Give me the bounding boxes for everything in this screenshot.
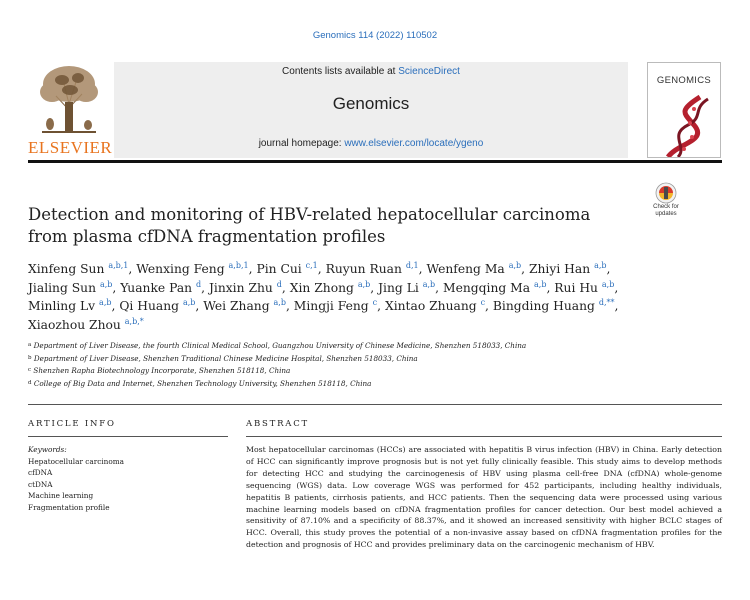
elsevier-logo[interactable] [28, 62, 113, 160]
author-affiliation-marker[interactable]: d [276, 279, 282, 289]
author-affiliation-marker[interactable]: a,b,1 [228, 261, 249, 270]
author-entry [120, 281, 205, 295]
author-affiliation-marker[interactable]: a,b [273, 298, 286, 308]
abstract-heading: ABSTRACT [246, 419, 309, 429]
author-name[interactable]: Jing Li [378, 280, 419, 295]
affiliation-item [28, 353, 628, 366]
author-affiliation-marker[interactable]: a,b,1 [108, 261, 129, 270]
author-name[interactable]: Wei Zhang [203, 299, 270, 314]
affiliation-list [28, 340, 628, 390]
author-affiliation-marker[interactable]: a,b [534, 279, 547, 289]
keyword-item: Machine learning [28, 491, 94, 501]
keywords-block [28, 444, 228, 514]
article-info-divider [28, 436, 228, 437]
author-name[interactable]: Mengqing Ma [443, 280, 531, 295]
author-separator: , [201, 280, 206, 295]
homepage-prefix: journal homepage: [258, 138, 342, 149]
author-affiliation-marker[interactable]: c,1 [305, 261, 318, 270]
author-separator: , [435, 280, 440, 295]
journal-cover[interactable] [647, 62, 721, 158]
author-name[interactable]: Qi Huang [119, 299, 180, 314]
author-entry [294, 299, 381, 313]
author-separator: , [377, 299, 382, 314]
author-entry [136, 262, 252, 276]
author-separator: , [614, 280, 619, 295]
journal-title: Genomics [332, 94, 410, 113]
affiliation-marker: d [28, 379, 32, 386]
crossmark-label [646, 204, 686, 218]
affiliation-marker: b [28, 354, 32, 361]
abstract-divider [246, 436, 722, 437]
author-separator: , [521, 262, 526, 276]
author-affiliation-marker[interactable]: c [372, 298, 378, 308]
author-affiliation-marker[interactable]: a,b [594, 261, 607, 270]
affiliation-marker: c [28, 367, 32, 374]
keyword-item: cfDNA [28, 468, 53, 478]
elsevier-tree-icon [34, 62, 104, 134]
keyword-item: Fragmentation profile [28, 502, 110, 512]
author-entry [326, 262, 423, 276]
affiliation-text: Department of Liver Disease, Shenzhen Traditional Chinese Medicine Hospital, Shenzhen 518033, China [33, 353, 418, 363]
article-title: Detection and monitoring of HBV-related hepatocellular carcinoma from plasma cfDNA fragmentation profiles [28, 205, 591, 246]
contents-prefix: Contents lists available at [282, 66, 396, 77]
author-affiliation-marker[interactable]: a,b [357, 279, 371, 289]
affiliation-item [28, 365, 628, 378]
publisher-name: ELSEVIER [28, 138, 113, 157]
author-entry [28, 262, 132, 276]
author-separator: , [195, 299, 200, 314]
article-info-heading: ARTICLE INFO [28, 419, 116, 429]
author-name[interactable]: Jialing Sun [28, 280, 97, 295]
author-affiliation-marker[interactable]: a,b [182, 298, 196, 308]
affiliation-item [28, 340, 628, 353]
author-name[interactable]: Yuanke Pan [120, 280, 193, 295]
author-name[interactable]: Xin Zhong [289, 280, 354, 295]
author-affiliation-marker[interactable]: a,b [422, 279, 436, 289]
author-entry [28, 281, 116, 295]
author-affiliation-marker[interactable]: a,b [601, 279, 615, 289]
affiliation-marker: a [28, 342, 32, 348]
author-separator: , [281, 280, 286, 295]
author-name[interactable]: Zhiyi Han [528, 262, 591, 276]
header-divider [28, 160, 722, 163]
author-separator: , [606, 262, 611, 276]
crossmark-label-line1: Check for [653, 204, 679, 210]
journal-citation[interactable]: Genomics 114 (2022) 110502 [312, 30, 438, 41]
author-separator: , [317, 262, 322, 276]
keyword-item: Hepatocellular carcinoma [28, 456, 124, 466]
author-entry [290, 281, 374, 295]
keyword-item: ctDNA [28, 479, 53, 489]
author-separator: , [614, 299, 619, 314]
author-affiliation-marker[interactable]: a,b [99, 298, 112, 308]
author-entry [493, 299, 619, 313]
author-entry [378, 281, 439, 295]
crossmark-label-line2: updates [655, 211, 677, 217]
contents-line [114, 66, 628, 77]
crossmark-icon [655, 182, 677, 204]
author-name[interactable]: Jinxin Zhu [208, 280, 273, 295]
author-separator: , [485, 299, 489, 314]
author-entry [256, 262, 321, 276]
author-affiliation-marker[interactable]: a,b [508, 261, 522, 270]
affiliation-text: Department of Liver Disease, the fourth Clinical Medical School, Guangzhou University of Chinese Medicine, Shenzhen 518033, China [33, 341, 527, 350]
author-entry [529, 262, 610, 276]
author-affiliation-marker[interactable]: a,b,* [124, 316, 144, 326]
journal-header [114, 62, 628, 158]
author-entry [28, 318, 144, 332]
author-entry [426, 262, 525, 276]
author-name[interactable]: Wenfeng Ma [426, 262, 505, 276]
author-affiliation-marker[interactable]: d,1 [405, 261, 419, 270]
author-name[interactable]: Xiaozhou Zhou [28, 317, 121, 332]
author-separator: , [370, 280, 375, 295]
author-name[interactable]: Minling Lv [28, 299, 96, 314]
check-for-updates-button[interactable] [646, 182, 686, 220]
homepage-line [114, 138, 628, 149]
abstract-text: Most hepatocellular carcinomas (HCCs) are associated with hepatitis B virus infection (HBV) in China. Early detection of HCC can significantly improve prognosis but is not yet fully clinically feasible. This study aims to develop methods for detecting HCC and studying the carcinogenesis of HBV using plasma cell-free DNA (cfDNA) whole-genome sequencing (WGS) data. Low coverage WGS was performed for 452 participants, including healthy individuals, hepatitis B patients, cirrhosis patients, and HCC patients. Then the sequencing data were processed using various machine learning models based on cfDNA fragmentation profiles for cancer detection. Our best model achieved a sensitivity of 87.10% and a specificity of 88.37%, and it showed an increased sensitivity with higher BCLC stages of HCC. Overall, this study proves the potential of a non-invasive assay based on cfDNA fragmentation profiles for the detection and prognosis of HCC and provides preliminary data on the carcinogenic mechanism of HBV. [246, 445, 722, 550]
author-name[interactable]: Pin Cui [256, 262, 302, 276]
author-entry [443, 281, 550, 295]
author-name[interactable]: Ruyun Ruan [325, 262, 402, 276]
author-separator: , [285, 299, 290, 314]
author-name[interactable]: Mingji Feng [293, 299, 369, 314]
author-entry [209, 281, 286, 295]
author-separator: , [112, 280, 117, 295]
affiliation-item [28, 378, 628, 391]
author-separator: , [546, 280, 551, 295]
author-entry [385, 299, 489, 313]
author-entry [119, 299, 199, 313]
author-entry [203, 299, 290, 313]
author-separator: , [418, 262, 423, 276]
affiliation-text: College of Big Data and Internet, Shenzhen Technology University, Shenzhen 518118, China [33, 378, 372, 388]
author-separator: , [111, 299, 116, 314]
sciencedirect-link[interactable]: ScienceDirect [398, 66, 460, 77]
author-name[interactable]: Xinfeng Sun [28, 262, 105, 276]
author-affiliation-marker[interactable]: c [480, 298, 486, 308]
author-name[interactable]: Rui Hu [554, 280, 598, 295]
section-divider [28, 404, 722, 405]
author-affiliation-marker[interactable]: d,** [598, 298, 615, 308]
author-entry [554, 281, 618, 295]
author-name[interactable]: Bingding Huang [492, 299, 595, 314]
author-name[interactable]: Wenxing Feng [136, 262, 225, 276]
affiliation-text: Shenzhen Rapha Biotechnology Incorporate, Shenzhen 518118, China [33, 366, 291, 376]
author-separator: , [128, 262, 133, 276]
author-name[interactable]: Xintao Zhuang [384, 299, 477, 314]
journal-homepage-link[interactable]: www.elsevier.com/locate/ygeno [344, 138, 484, 149]
author-separator: , [248, 262, 253, 276]
author-affiliation-marker[interactable]: a,b [99, 279, 113, 289]
keywords-label: Keywords: [28, 445, 67, 454]
author-affiliation-marker[interactable]: d [196, 279, 202, 289]
author-entry [28, 299, 115, 313]
cover-title: GENOMICS [656, 75, 712, 86]
author-list [28, 260, 628, 334]
